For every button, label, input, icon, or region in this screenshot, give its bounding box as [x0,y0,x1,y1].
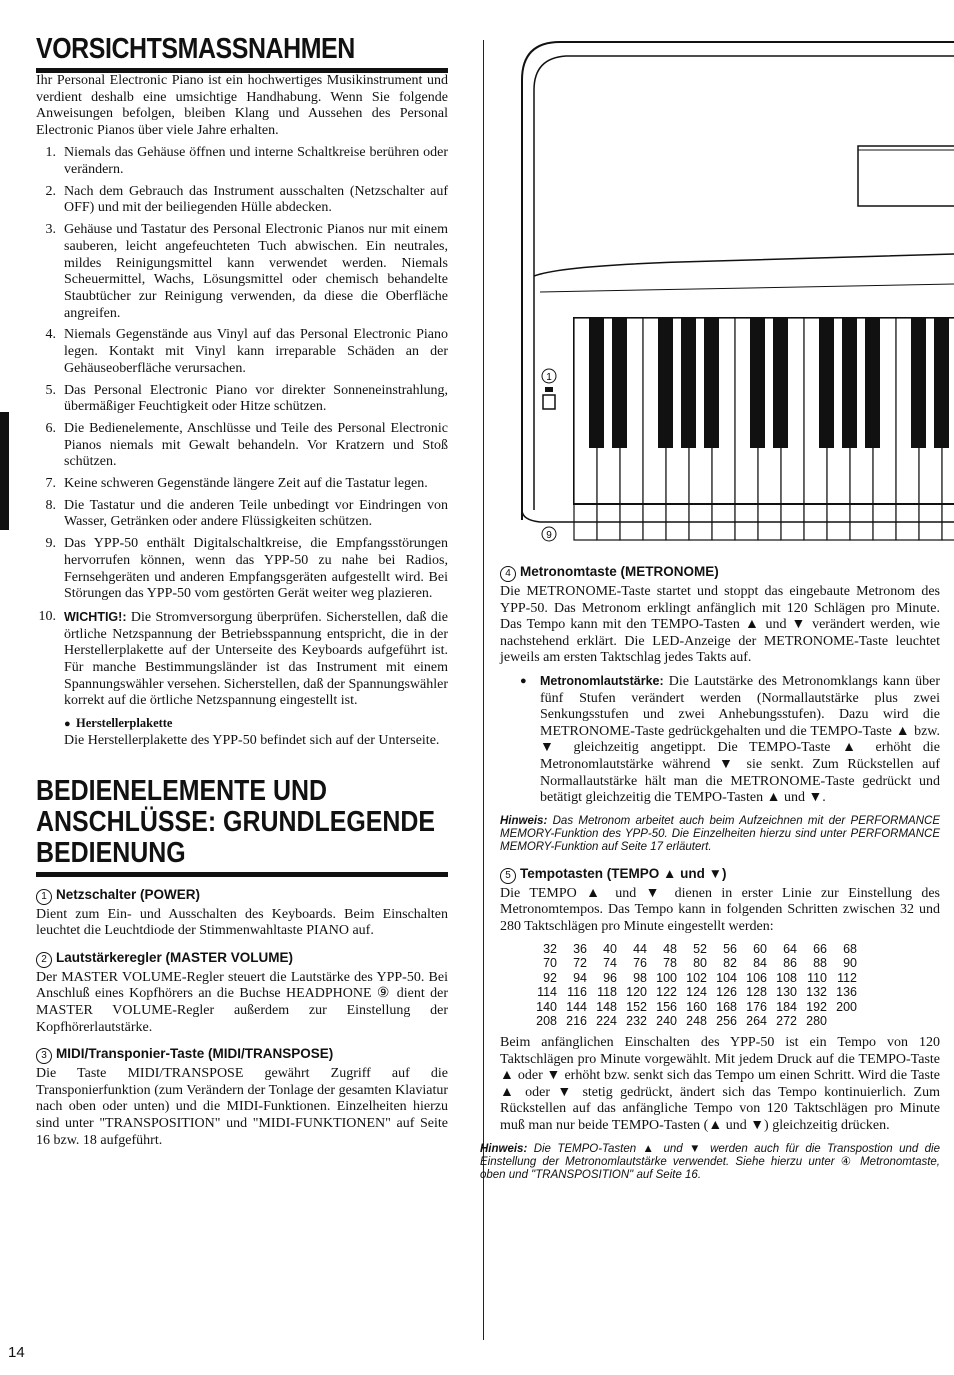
tempo-value: 184 [776,999,797,1014]
tempo-value: 44 [633,941,647,956]
tempo-value: 156 [656,999,677,1014]
tempo-value: 208 [536,1014,557,1029]
tempo-value: 132 [806,985,827,1000]
tempo-text: Die TEMPO ▲ und ▼ dienen in erster Linie zur Einstellung des Metronomtempos. Das Tempo kann in folgenden Schritten zwischen 32 und 280 Taktschlägen pro Minute eingestellt werden: [500,885,940,934]
tempo-value: 108 [776,970,797,985]
svg-text:1: 1 [546,372,552,383]
tempo-value: 232 [626,1014,647,1029]
item-text: Die Bedienelemente, Anschlüsse und Teile des Personal Electronic Pianos niemals mit Gewalt behandeln. Vor Kratzern und Stoß schützen. [64,420,448,470]
right-column [480,564,940,1182]
black-key [865,318,880,448]
tempo-value: 76 [633,956,647,971]
tempo-value: 84 [753,956,767,971]
black-key [704,318,719,448]
tempo-value: 88 [813,956,827,971]
item-number: 5. [45,382,56,398]
tempo-value: 90 [843,956,857,971]
note-2 [480,1143,940,1182]
tempo-value: 256 [716,1014,737,1029]
power-led-icon [545,387,553,392]
note-label: Hinweis: [480,1142,528,1155]
tempo-value: 116 [567,985,587,1000]
precaution-item [36,222,448,322]
callout-4: 4 [500,566,516,582]
tempo-value: 136 [836,985,857,1000]
tempo-row [530,1014,860,1029]
item-number: 8. [45,497,56,513]
tempo-heading [500,866,940,884]
tempo-value: 112 [837,970,857,985]
callout-2: 2 [36,952,52,968]
tempo-value: 114 [537,985,557,1000]
control-title: Netzschalter (POWER) [56,886,201,902]
tempo-value: 40 [603,941,617,956]
black-key [681,318,696,448]
tempo-value: 102 [686,970,707,985]
tempo-value: 78 [663,956,677,971]
tempo-value: 144 [566,999,587,1014]
tempo-value: 240 [656,1014,677,1029]
tempo-value: 98 [633,970,647,985]
black-key [842,318,857,448]
section-rule [36,872,448,877]
tempo-value: 68 [843,941,857,956]
tempo-row [530,1000,860,1015]
page-number: 14 [8,1344,25,1361]
tempo-value: 48 [663,941,677,956]
black-key [750,318,765,448]
precaution-item [36,145,448,178]
manufacturer-plate-note [64,715,448,749]
bullet-text: Die Lautstärke des Metronomklangs kann über fünf Stufen verändert werden (Normallautstärke plus zwei Senkungsstufen und zwei Anhebungsstufen). Dazu wird die METRONOME-Taste gedrückgehalten und die TEMPO-Taste ▲ bzw. ▼ gleichzeitig angetippt. Die TEMPO-Taste ▲ erhöht die Metronomlautstärke während ▼ sie senkt. Zum Rückstellen auf Normallautstärke hält man die METRONOME-Taste gedrückt und betätigt gleichzeitig die TEMPO-Tasten ▲ und ▼. [540,673,940,806]
metronome-heading [500,564,940,582]
tempo-value: 110 [807,970,827,985]
tempo-value: 160 [686,999,707,1014]
note-text: Die TEMPO-Tasten ▲ und ▼ werden auch für die Transpostion und die Einstellung der Metronomlautstärke verwendet. Siehe hierzu unter ④ Metronomtaste, oben und "TRANSPOSITION" auf Seite 16. [480,1142,940,1181]
control-heading [36,887,448,905]
black-key [612,318,627,448]
control-title: MIDI/Transponier-Taste (MIDI/TRANSPOSE) [56,1046,334,1062]
tempo-value: 36 [573,941,587,956]
tempo-value: 60 [753,941,767,956]
tempo-value: 56 [723,941,737,956]
control-text: Der MASTER VOLUME-Regler steuert die Lautstärke des YPP-50. Bei Anschluß eines Kopfhörers an die Buchse HEADPHONE ⑨ dient der MASTER VOLUME-Regler außerdem zur Einstellung der Kopfhörerlautstärke. [36,969,448,1035]
black-key [911,318,926,448]
tempo-value: 66 [813,941,827,956]
precaution-item-10-list [36,609,448,710]
item-number: 10. [38,608,56,624]
important-label: WICHTIG!: [64,609,127,624]
tempo-value: 140 [536,999,557,1014]
tempo-value: 176 [746,999,767,1014]
item-text: Das Personal Electronic Piano vor direkter Sonneneinstrahlung, übermäßiger Feuchtigkeit oder Hitze schützen. [64,382,448,415]
tempo-table [530,942,860,1030]
item-text: Niemals Gegenstände aus Vinyl auf das Personal Electronic Piano legen. Kontakt mit Vinyl kann irreparable Schäden an der Gehäuseoberfläche verursachen. [64,327,448,376]
callout-5: 5 [500,868,516,884]
tempo-value: 192 [806,999,827,1014]
item-number: 1. [45,145,56,161]
tempo-value [830,1014,860,1029]
tempo-value: 72 [573,956,587,971]
black-key [773,318,788,448]
item-number: 4. [45,327,56,343]
bullet-heading: Metronomlautstärke: [540,673,664,688]
tempo-value: 64 [783,941,797,956]
control-text: Die Taste MIDI/TRANSPOSE gewährt Zugriff auf die Transponierfunktion (zum Verändern der Tonlage der gesamten Klaviatur nach oben oder unten) und die MIDI-Funktionen. Einzelheiten hierzu sind unter "TRANSPOSITION" und "MIDI-FUNKTIONEN" auf Seite 16 bzw. 18 aufgeführt. [36,1066,448,1148]
power-switch-icon [543,395,555,409]
tempo-value: 96 [603,970,617,985]
note-label: Hinweis: [500,814,548,827]
item-text: Keine schweren Gegenstände längere Zeit auf die Tastatur legen. [64,476,428,492]
control-text: Dient zum Ein- und Ausschalten des Keyboards. Beim Einschalten leuchtet die Leuchtdiode der Stimmenwahltaste PIANO auf. [36,906,448,939]
precaution-item [36,421,448,471]
black-key [658,318,673,448]
item-text: Das YPP-50 enthält Digitalschaltkreise, die Empfangsstörungen hervorrufen können, wenn das YPP-50 zu nahe bei Radios, Fernsehgeräten und anderen Empfangsgeräten aufgestellt wird. Bei Störungen das YPP-50 vom gestörten Gerät weiter weg plazieren. [64,536,448,602]
bullet-icon: ● [64,718,71,731]
tempo-value: 52 [693,941,707,956]
tempo-value: 104 [716,970,737,985]
tempo-value: 224 [596,1014,617,1029]
metronome-title: Metronomtaste (METRONOME) [520,564,719,579]
tempo-value: 130 [776,985,797,1000]
intro-paragraph: Ihr Personal Electronic Piano ist ein hochwertiges Musikinstrument und verdient deshalb eine umsichtige Handhabung. Wenn Sie folgende Anweisungen befolgen, bleiben Klang und Aussehen des Personal Electronic Pianos über viele Jahre erhalten. [36,73,448,138]
item-number: 2. [45,183,56,199]
callout-1: 1 [36,889,52,905]
bullet-heading: Herstellerplakette [76,716,173,731]
item-text: Gehäuse und Tastatur des Personal Electronic Pianos nur mit einem sauberen, leicht angefeuchteten Tuch abwischen. Ein neutrales, mildes Reinigungsmittel kann verwendet werden. Niemals Scheuermittel, Wachs, Lösungsmittel oder chemisch behandelte Staubtücher zur Reinigung verwenden, da diese die Oberfläche angreifen. [64,222,448,321]
tempo-value: 86 [783,956,797,971]
tempo-value: 74 [603,956,617,971]
tempo-value: 92 [543,970,557,985]
tempo-title: Tempotasten (TEMPO ▲ und ▼) [520,865,727,881]
precaution-list [36,145,448,603]
bullet-icon: ● [520,674,527,687]
tempo-value: 118 [597,985,617,1000]
item-number: 3. [45,222,56,238]
precaution-item [36,327,448,377]
tempo-value: 200 [836,999,857,1014]
page-title: VORSICHTSMASSNAHMEN [36,33,355,65]
tempo-value: 216 [566,1014,587,1029]
tempo-text-2: Beim anfänglichen Einschalten des YPP-50 ist ein Tempo von 120 Taktschlägen pro Minute vorgewählt. Mit jedem Druck auf die TEMPO-Taste ▲ oder ▼ erhöht bzw. senkt sich das Tempo um einen Schritt. Wird die Taste ▲ oder ▼ stetig gedrückt, ändert sich das Tempo kontinuierlich. Zum Rückstellen auf das anfängliche Tempo von 120 Taktschlägen pro Minute muß man nur beide TEMPO-Tasten (▲ und ▼) gleichzeitig drücken. [500,1035,940,1134]
tempo-value: 120 [626,985,647,1000]
control-heading [36,1046,448,1064]
precaution-item [36,184,448,217]
tempo-row [530,985,860,1000]
item-text: Die Tastatur und die anderen Teile unbedingt vor Eindringen von Wasser, Getränken oder andere Flüssigkeiten schützen. [64,497,448,530]
tempo-value: 126 [716,985,737,1000]
item-text: Die Stromversorgung überprüfen. Sicherstellen, daß die örtliche Netzspannung der Betriebsspannung entspricht, die in der Herstellerplakette auf der Unterseite des Keyboards aufgeführt ist. Für manche Bestimmungsländer ist das Instrument mit einem Spannungswähler versehen. Sicherstellen, daß der Spannungswähler korrekt auf die örtliche Netzspannung eingestellt ist. [64,609,448,709]
note-1 [500,815,940,854]
black-key [934,318,949,448]
tempo-value: 124 [686,985,707,1000]
tempo-value: 82 [723,956,737,971]
tempo-value: 148 [596,999,617,1014]
item-text: Nach dem Gebrauch das Instrument ausschalten (Netzschalter auf OFF) und mit der beiliegenden Hülle abdecken. [64,183,448,216]
tempo-value: 248 [686,1014,707,1029]
tempo-value: 152 [626,999,647,1014]
left-column [36,34,448,1149]
tempo-value: 168 [716,999,737,1014]
tempo-value: 280 [806,1014,827,1029]
item-text: Niemals das Gehäuse öffnen und interne Schaltkreise berühren oder verändern. [64,145,448,178]
precaution-item [36,609,448,710]
section-title: BEDIENELEMENTE UND ANSCHLÜSSE: GRUNDLEGENDE BEDIENUNG [36,774,436,869]
precaution-item [36,536,448,603]
note-text: Das Metronom arbeitet auch beim Aufzeichnen mit der PERFORMANCE MEMORY-Funktion des YPP-50. Die Einzelheiten hierzu sind unter PERFORMANCE MEMORY-Funktion auf Seite 17 erläutert. [500,814,940,853]
control-title: Lautstärkeregler (MASTER VOLUME) [56,949,294,965]
control-heading [36,950,448,968]
tempo-value: 94 [573,970,587,985]
tempo-value: 128 [746,985,767,1000]
tempo-row [530,942,860,957]
item-number: 7. [45,476,56,492]
item-number: 6. [45,420,56,436]
tempo-value: 106 [746,970,767,985]
callout-3: 3 [36,1048,52,1064]
tempo-value: 264 [746,1014,767,1029]
metronome-text: Die METRONOME-Taste startet und stoppt das eingebaute Metronom des YPP-50. Das Metronom erklingt anfänglich mit 120 Schlägen pro Minute. Das Tempo kann mit den TEMPO-Tasten ▲ und ▼ verändert werden, wie nachstehend erklärt. Die LED-Anzeige der METRONOME-Taste leuchtet jeweils am ersten Taktschlag jedes Takts auf. [500,584,940,666]
black-key [819,318,834,448]
tempo-value: 100 [656,970,677,985]
metronome-volume-bullet [520,673,940,807]
bullet-text: Die Herstellerplakette des YPP-50 befindet sich auf der Unterseite. [64,732,440,748]
tempo-value: 70 [543,956,557,971]
item-number: 9. [45,536,56,552]
tempo-value: 80 [693,956,707,971]
black-key [589,318,604,448]
precaution-item [36,498,448,531]
controls-list [36,887,448,1150]
tempo-row [530,956,860,971]
page-edge-marker [0,412,9,530]
tempo-value: 272 [776,1014,797,1029]
tempo-value: 32 [543,941,557,956]
keyboard-illustration [500,40,954,560]
svg-text:9: 9 [546,530,552,541]
precaution-item [36,383,448,416]
precaution-item [36,476,448,493]
tempo-row [530,971,860,986]
tempo-value: 122 [656,985,677,1000]
